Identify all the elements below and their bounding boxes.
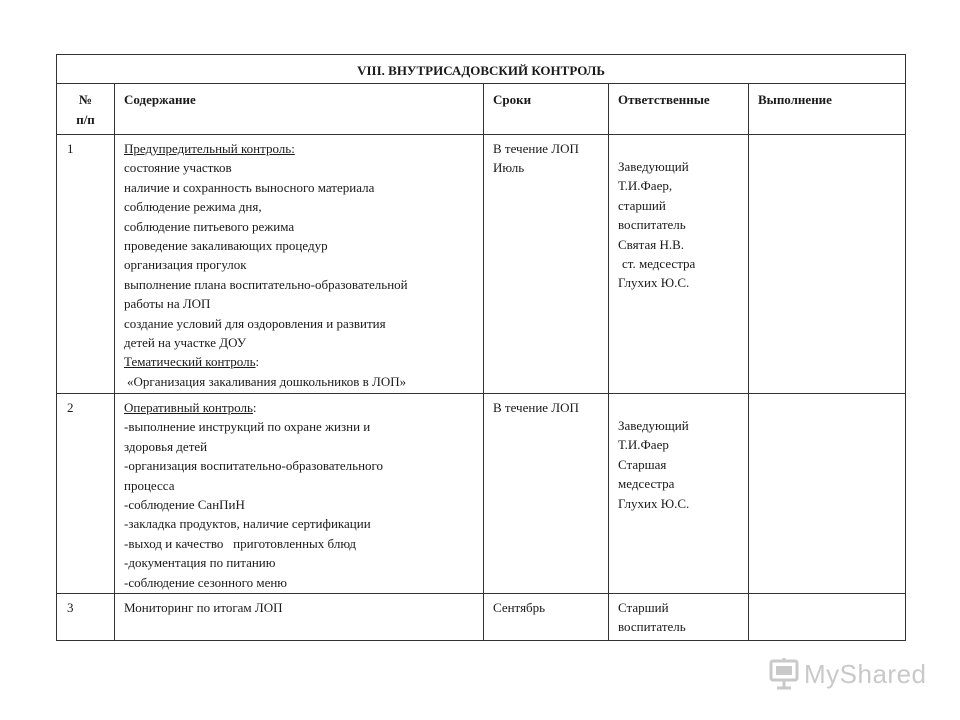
content-line: -соблюдение сезонного меню <box>124 574 288 590</box>
content-line-operative <box>124 398 477 417</box>
header-number-symbol: № <box>78 92 93 107</box>
content-line: детей на участке ДОУ <box>124 335 247 351</box>
responsible-line: Заведующий <box>618 159 689 174</box>
terms-line: В течение ЛОП <box>493 400 579 415</box>
row-responsible <box>609 135 749 394</box>
title-row <box>57 55 906 84</box>
content-line: «Организация закаливания дошкольников в ЛОП» <box>127 373 407 389</box>
header-responsible: Ответственные <box>609 84 749 135</box>
presentation-board-icon <box>768 657 800 691</box>
responsible-line: Т.И.Фаер <box>618 437 669 453</box>
terms-line: Сентябрь <box>493 600 546 615</box>
row-completion <box>749 394 906 594</box>
content-line: соблюдение питьевого режима <box>124 218 295 234</box>
content-line: работы на ЛОП <box>124 296 211 312</box>
responsible-line: ст. медсестра <box>622 256 696 272</box>
row-content <box>115 594 484 641</box>
header-number-abbr: п/п <box>76 112 95 127</box>
row-completion <box>749 594 906 641</box>
row-content <box>115 394 484 594</box>
terms-line: В течение ЛОП <box>493 141 579 156</box>
responsible-line: Заведующий <box>618 418 689 433</box>
table-row <box>57 135 906 394</box>
responsible-block <box>618 139 742 293</box>
responsible-block <box>618 398 742 513</box>
content-line: Предупредительный контроль: <box>124 141 295 156</box>
table-title: VIII. ВНУТРИСАДОВСКИЙ КОНТРОЛЬ <box>57 55 906 84</box>
content-line: организация прогулок <box>124 257 247 273</box>
thematic-colon: : <box>255 354 260 370</box>
row-responsible <box>609 394 749 594</box>
content-line: наличие и сохранность выносного материала <box>124 179 375 195</box>
header-number <box>57 84 115 135</box>
content-line: -закладка продуктов, наличие сертификации <box>124 516 371 532</box>
content-line: здоровья детей <box>124 438 208 454</box>
content-line: -соблюдение СанПиН <box>124 497 245 513</box>
table-row <box>57 394 906 594</box>
row-terms <box>484 394 609 594</box>
content-line: -выход и качество приготовленных блюд <box>124 535 356 551</box>
row-number: 1 <box>57 135 115 394</box>
responsible-line: Глухих Ю.С. <box>618 495 690 511</box>
content-line: соблюдение режима дня, <box>124 199 262 215</box>
content-line: выполнение плана воспитательно-образовательной <box>124 276 408 292</box>
control-table <box>56 54 906 641</box>
responsible-line: Святая Н.В. <box>618 236 685 252</box>
header-row <box>57 84 906 135</box>
responsible-line: воспитатель <box>618 217 686 233</box>
row-completion <box>749 135 906 394</box>
header-completion: Выполнение <box>749 84 906 135</box>
content-line: состояние участков <box>124 160 232 176</box>
watermark <box>768 654 927 694</box>
responsible-line: Глухих Ю.С. <box>618 275 690 291</box>
responsible-line: старший <box>618 197 666 213</box>
row-terms <box>484 135 609 394</box>
content-line: -выполнение инструкций по охране жизни и <box>124 419 371 435</box>
responsible-line: Старшая <box>618 456 667 472</box>
thematic-control-label: Тематический контроль <box>124 354 256 370</box>
content-line: проведение закаливающих процедур <box>124 238 328 254</box>
responsible-line: воспитатель <box>618 619 686 635</box>
content-line: -документация по питанию <box>124 555 276 571</box>
content-line: Мониторинг по итогам ЛОП <box>124 600 283 615</box>
content-line: -организация воспитательно-образовательного <box>124 458 384 474</box>
operative-control-label: Оперативный контроль <box>124 400 253 415</box>
content-line: процесса <box>124 477 175 493</box>
header-content: Содержание <box>115 84 484 135</box>
row-number: 2 <box>57 394 115 594</box>
watermark-text: MyShared <box>804 658 927 689</box>
responsible-line: медсестра <box>618 476 675 492</box>
terms-line: Июль <box>493 160 525 176</box>
row-terms <box>484 594 609 641</box>
row-number: 3 <box>57 594 115 641</box>
operative-colon: : <box>252 400 257 415</box>
responsible-line: Т.И.Фаер, <box>618 178 673 194</box>
table-row <box>57 594 906 641</box>
row-responsible <box>609 594 749 641</box>
content-line: создание условий для оздоровления и развития <box>124 315 386 331</box>
content-line-thematic <box>124 352 477 371</box>
header-terms: Сроки <box>484 84 609 135</box>
row-content <box>115 135 484 394</box>
responsible-line: Старший <box>618 600 669 615</box>
